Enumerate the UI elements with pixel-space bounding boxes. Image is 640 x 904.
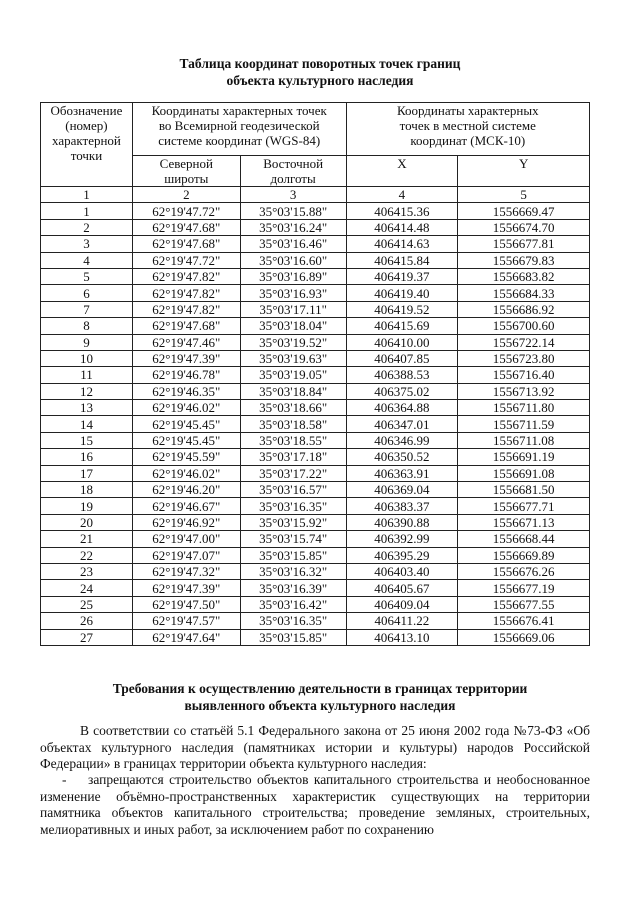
x-cell: 406415.69	[346, 318, 458, 334]
point-number-cell: 14	[41, 416, 133, 432]
longitude-cell: 35°03'16.39"	[240, 580, 346, 596]
x-cell: 406363.91	[346, 465, 458, 481]
header-msk10: Координаты характерных точек в местной системе координат (МСК-10)	[346, 103, 589, 156]
latitude-cell: 62°19'47.72"	[132, 203, 240, 219]
table-row	[41, 498, 590, 514]
point-number-cell: 9	[41, 334, 133, 350]
x-cell: 406347.01	[346, 416, 458, 432]
latitude-cell: 62°19'45.59"	[132, 449, 240, 465]
x-cell: 406405.67	[346, 580, 458, 596]
table-title-line-2: объекта культурного наследия	[226, 73, 414, 88]
y-cell: 1556683.82	[458, 268, 590, 284]
bullet-dash: -	[62, 772, 67, 787]
latitude-cell: 62°19'46.02"	[132, 465, 240, 481]
latitude-cell: 62°19'46.78"	[132, 367, 240, 383]
requirements-title-line-1: Требования к осуществлению деятельности в границах территории	[112, 681, 528, 696]
x-cell: 406346.99	[346, 432, 458, 448]
point-number-cell: 4	[41, 252, 133, 268]
x-cell: 406409.04	[346, 596, 458, 612]
requirements-bullet	[40, 772, 590, 838]
table-title-line-1: Таблица координат поворотных точек границ	[179, 56, 461, 71]
table-title	[0, 55, 640, 89]
bullet-text: запрещаются строительство объектов капитального строительства и необоснованное изменение объёмно-пространственных характеристик существующих на территории памятника объектов капитального строительства; проведение земляных, строительных, мелиоративных и иных работ, за исключением работ по сохранению	[40, 772, 590, 837]
y-cell: 1556681.50	[458, 482, 590, 498]
table-row	[41, 400, 590, 416]
point-number-cell: 2	[41, 219, 133, 235]
table-row	[41, 416, 590, 432]
x-cell: 406364.88	[346, 400, 458, 416]
header-wgs84: Координаты характерных точек во Всемирной геодезической системе координат (WGS-84)	[132, 103, 346, 156]
table-row	[41, 596, 590, 612]
column-number: 4	[346, 187, 458, 203]
table-row	[41, 252, 590, 268]
longitude-cell: 35°03'16.89"	[240, 268, 346, 284]
point-number-cell: 21	[41, 531, 133, 547]
y-cell: 1556676.41	[458, 613, 590, 629]
table-row	[41, 465, 590, 481]
point-number-cell: 17	[41, 465, 133, 481]
column-number-row	[41, 187, 590, 203]
latitude-cell: 62°19'47.32"	[132, 563, 240, 579]
x-cell: 406410.00	[346, 334, 458, 350]
table-row	[41, 236, 590, 252]
latitude-cell: 62°19'47.07"	[132, 547, 240, 563]
point-number-cell: 23	[41, 563, 133, 579]
y-cell: 1556671.13	[458, 514, 590, 530]
latitude-cell: 62°19'47.39"	[132, 350, 240, 366]
x-cell: 406388.53	[346, 367, 458, 383]
point-number-cell: 20	[41, 514, 133, 530]
column-number: 3	[240, 187, 346, 203]
x-cell: 406414.48	[346, 219, 458, 235]
x-cell: 406419.37	[346, 268, 458, 284]
longitude-cell: 35°03'18.58"	[240, 416, 346, 432]
x-cell: 406419.52	[346, 301, 458, 317]
point-number-cell: 18	[41, 482, 133, 498]
longitude-cell: 35°03'18.04"	[240, 318, 346, 334]
header-east-longitude: Восточной долготы	[240, 156, 346, 187]
longitude-cell: 35°03'15.92"	[240, 514, 346, 530]
header-y: Y	[458, 156, 590, 187]
column-number: 5	[458, 187, 590, 203]
y-cell: 1556679.83	[458, 252, 590, 268]
table-row	[41, 613, 590, 629]
longitude-cell: 35°03'18.55"	[240, 432, 346, 448]
point-number-cell: 5	[41, 268, 133, 284]
header-x: X	[346, 156, 458, 187]
point-number-cell: 25	[41, 596, 133, 612]
table-row	[41, 268, 590, 284]
x-cell: 406395.29	[346, 547, 458, 563]
latitude-cell: 62°19'47.46"	[132, 334, 240, 350]
point-number-cell: 15	[41, 432, 133, 448]
point-number-cell: 10	[41, 350, 133, 366]
y-cell: 1556711.80	[458, 400, 590, 416]
y-cell: 1556677.71	[458, 498, 590, 514]
table-row	[41, 580, 590, 596]
x-cell: 406369.04	[346, 482, 458, 498]
longitude-cell: 35°03'18.84"	[240, 383, 346, 399]
longitude-cell: 35°03'15.88"	[240, 203, 346, 219]
x-cell: 406390.88	[346, 514, 458, 530]
point-number-cell: 7	[41, 301, 133, 317]
table-row	[41, 203, 590, 219]
latitude-cell: 62°19'45.45"	[132, 416, 240, 432]
y-cell: 1556691.19	[458, 449, 590, 465]
latitude-cell: 62°19'46.67"	[132, 498, 240, 514]
point-number-cell: 16	[41, 449, 133, 465]
longitude-cell: 35°03'16.24"	[240, 219, 346, 235]
y-cell: 1556668.44	[458, 531, 590, 547]
table-row	[41, 383, 590, 399]
y-cell: 1556674.70	[458, 219, 590, 235]
y-cell: 1556669.89	[458, 547, 590, 563]
y-cell: 1556676.26	[458, 563, 590, 579]
header-north-latitude: Северной широты	[132, 156, 240, 187]
y-cell: 1556691.08	[458, 465, 590, 481]
longitude-cell: 35°03'16.46"	[240, 236, 346, 252]
x-cell: 406413.10	[346, 629, 458, 645]
table-row	[41, 563, 590, 579]
longitude-cell: 35°03'19.52"	[240, 334, 346, 350]
column-number: 2	[132, 187, 240, 203]
requirements-title	[0, 680, 640, 714]
latitude-cell: 62°19'46.02"	[132, 400, 240, 416]
y-cell: 1556700.60	[458, 318, 590, 334]
latitude-cell: 62°19'46.35"	[132, 383, 240, 399]
longitude-cell: 35°03'15.74"	[240, 531, 346, 547]
table-row	[41, 367, 590, 383]
table-row	[41, 514, 590, 530]
latitude-cell: 62°19'47.39"	[132, 580, 240, 596]
longitude-cell: 35°03'17.18"	[240, 449, 346, 465]
latitude-cell: 62°19'47.82"	[132, 268, 240, 284]
point-number-cell: 19	[41, 498, 133, 514]
point-number-cell: 13	[41, 400, 133, 416]
x-cell: 406383.37	[346, 498, 458, 514]
longitude-cell: 35°03'16.35"	[240, 613, 346, 629]
point-number-cell: 24	[41, 580, 133, 596]
x-cell: 406350.52	[346, 449, 458, 465]
latitude-cell: 62°19'47.00"	[132, 531, 240, 547]
longitude-cell: 35°03'16.35"	[240, 498, 346, 514]
table-row	[41, 219, 590, 235]
latitude-cell: 62°19'47.50"	[132, 596, 240, 612]
y-cell: 1556723.80	[458, 350, 590, 366]
latitude-cell: 62°19'47.68"	[132, 318, 240, 334]
longitude-cell: 35°03'16.60"	[240, 252, 346, 268]
longitude-cell: 35°03'18.66"	[240, 400, 346, 416]
longitude-cell: 35°03'16.57"	[240, 482, 346, 498]
latitude-cell: 62°19'47.64"	[132, 629, 240, 645]
table-row	[41, 482, 590, 498]
longitude-cell: 35°03'15.85"	[240, 629, 346, 645]
x-cell: 406407.85	[346, 350, 458, 366]
y-cell: 1556711.59	[458, 416, 590, 432]
longitude-cell: 35°03'16.93"	[240, 285, 346, 301]
latitude-cell: 62°19'47.72"	[132, 252, 240, 268]
y-cell: 1556684.33	[458, 285, 590, 301]
y-cell: 1556686.92	[458, 301, 590, 317]
table-row	[41, 285, 590, 301]
coordinates-table	[40, 102, 590, 646]
table-row	[41, 350, 590, 366]
point-number-cell: 6	[41, 285, 133, 301]
latitude-cell: 62°19'47.82"	[132, 285, 240, 301]
x-cell: 406392.99	[346, 531, 458, 547]
point-number-cell: 26	[41, 613, 133, 629]
latitude-cell: 62°19'46.20"	[132, 482, 240, 498]
point-number-cell: 3	[41, 236, 133, 252]
table-row	[41, 318, 590, 334]
x-cell: 406375.02	[346, 383, 458, 399]
latitude-cell: 62°19'47.57"	[132, 613, 240, 629]
point-number-cell: 8	[41, 318, 133, 334]
latitude-cell: 62°19'45.45"	[132, 432, 240, 448]
y-cell: 1556669.47	[458, 203, 590, 219]
longitude-cell: 35°03'19.63"	[240, 350, 346, 366]
longitude-cell: 35°03'17.22"	[240, 465, 346, 481]
x-cell: 406419.40	[346, 285, 458, 301]
point-number-cell: 12	[41, 383, 133, 399]
table-row	[41, 547, 590, 563]
point-number-cell: 1	[41, 203, 133, 219]
table-row	[41, 629, 590, 645]
y-cell: 1556677.19	[458, 580, 590, 596]
latitude-cell: 62°19'47.68"	[132, 236, 240, 252]
column-number: 1	[41, 187, 133, 203]
table-row	[41, 432, 590, 448]
x-cell: 406415.36	[346, 203, 458, 219]
table-row	[41, 334, 590, 350]
y-cell: 1556669.06	[458, 629, 590, 645]
longitude-cell: 35°03'17.11"	[240, 301, 346, 317]
requirements-title-line-2: выявленного объекта культурного наследия	[184, 698, 456, 713]
latitude-cell: 62°19'47.68"	[132, 219, 240, 235]
latitude-cell: 62°19'46.92"	[132, 514, 240, 530]
y-cell: 1556711.08	[458, 432, 590, 448]
y-cell: 1556722.14	[458, 334, 590, 350]
y-cell: 1556716.40	[458, 367, 590, 383]
point-number-cell: 27	[41, 629, 133, 645]
point-number-cell: 22	[41, 547, 133, 563]
header-point-number: Обозначение (номер) характерной точки	[41, 103, 133, 187]
x-cell: 406403.40	[346, 563, 458, 579]
table-row	[41, 531, 590, 547]
longitude-cell: 35°03'16.42"	[240, 596, 346, 612]
point-number-cell: 11	[41, 367, 133, 383]
y-cell: 1556677.81	[458, 236, 590, 252]
requirements-paragraph: В соответствии со статьёй 5.1 Федерального закона от 25 июня 2002 года №73-ФЗ «Об объектах культурного наследия (памятниках истории и культуры) народов Российской Федерации» в границах территории объекта культурного наследия:	[40, 723, 590, 771]
table-row	[41, 301, 590, 317]
x-cell: 406411.22	[346, 613, 458, 629]
latitude-cell: 62°19'47.82"	[132, 301, 240, 317]
x-cell: 406415.84	[346, 252, 458, 268]
y-cell: 1556677.55	[458, 596, 590, 612]
x-cell: 406414.63	[346, 236, 458, 252]
y-cell: 1556713.92	[458, 383, 590, 399]
longitude-cell: 35°03'15.85"	[240, 547, 346, 563]
table-row	[41, 449, 590, 465]
longitude-cell: 35°03'16.32"	[240, 563, 346, 579]
longitude-cell: 35°03'19.05"	[240, 367, 346, 383]
